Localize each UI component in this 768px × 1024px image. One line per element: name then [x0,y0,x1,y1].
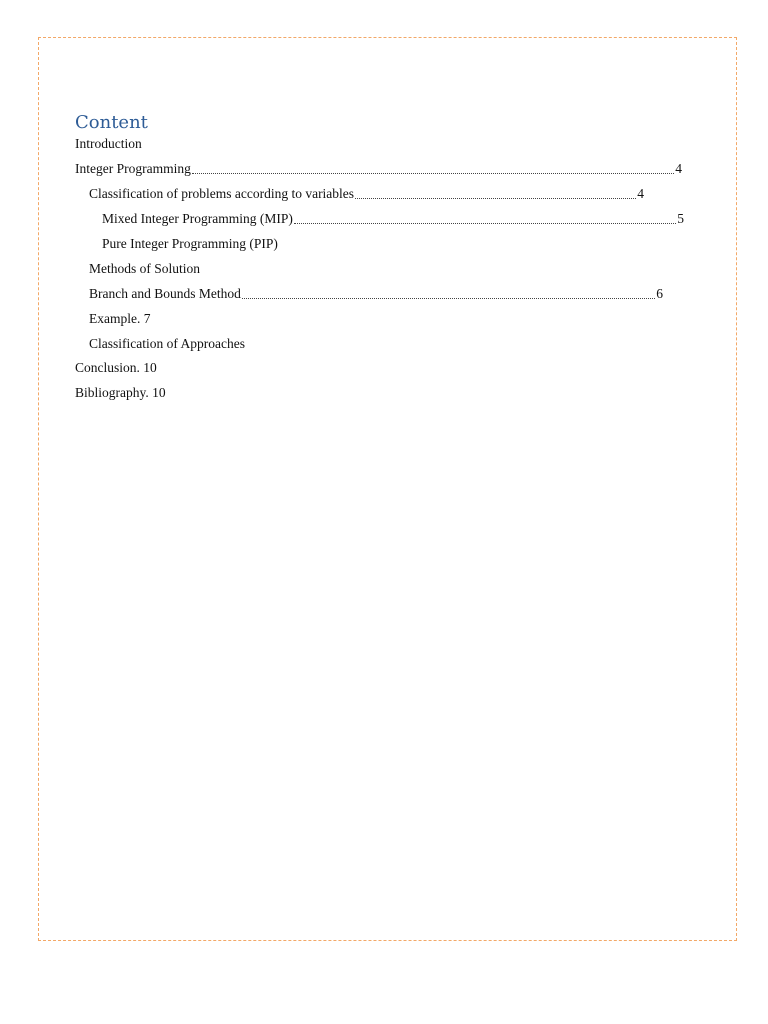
toc-page-number: 4 [675,161,682,176]
toc-entry-label: Methods of Solution [89,261,201,276]
toc-page-number: 4 [637,186,644,201]
toc-entry-label: Mixed Integer Programming (MIP) [102,211,293,226]
toc-entry-label: Classification of Approaches [89,336,245,351]
toc-entry-mip[interactable] [102,209,684,229]
dot-leader [192,173,674,174]
toc-entry-pip[interactable] [102,234,278,254]
dot-leader [355,198,636,199]
toc-entry-label: Introduction [75,136,142,151]
dot-leader [242,298,655,299]
toc-entry-label: Example. 7 [89,311,151,326]
toc-entry-integer-programming[interactable] [75,159,682,179]
toc-entry-label: Conclusion. 10 [75,360,157,375]
toc-entry-introduction[interactable] [75,134,142,154]
toc-page-number: 5 [677,211,684,226]
toc-entry-classification-approaches[interactable] [89,334,245,354]
toc-entry-label: Classification of problems according to variables [89,186,355,201]
toc-entry-bibliography[interactable] [75,383,166,403]
toc-entry-label: Bibliography. 10 [75,385,166,400]
toc-entry-classification-variables[interactable] [89,184,644,204]
toc-entry-example[interactable] [89,309,150,329]
toc-entry-label: Pure Integer Programming (PIP) [102,236,278,251]
toc-entry-branch-and-bounds[interactable] [89,284,663,304]
toc-heading: Content [75,112,148,133]
toc-entry-label: Integer Programming [75,161,191,176]
toc-page-number: 6 [656,286,663,301]
toc-entry-label: Branch and Bounds Method [89,286,241,301]
toc-entry-methods-of-solution[interactable] [89,259,200,279]
dot-leader [294,223,676,224]
toc-entry-conclusion[interactable] [75,358,157,378]
